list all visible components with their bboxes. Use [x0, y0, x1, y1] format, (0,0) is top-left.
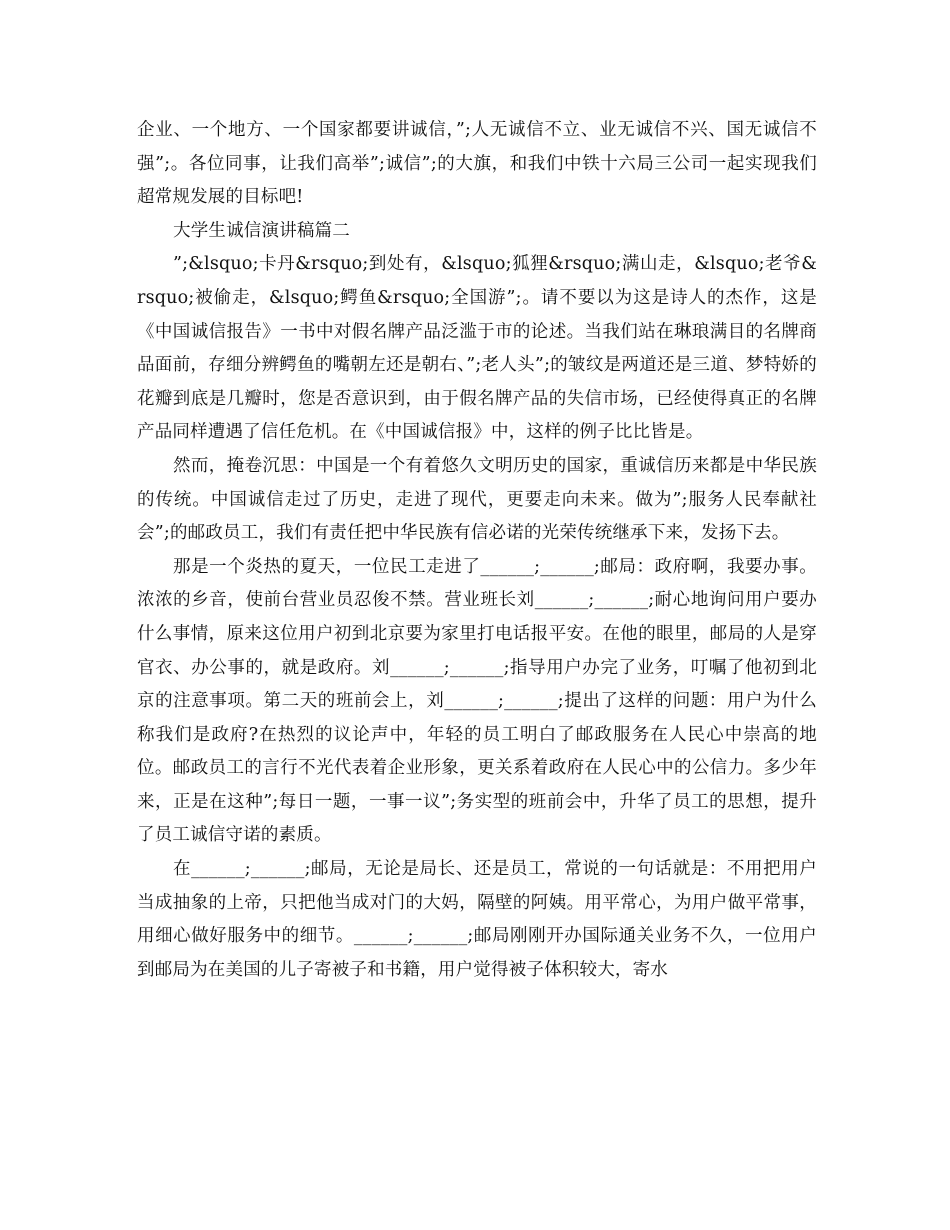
paragraph: ”;&lsquo;卡丹&rsquo;到处有，&lsquo;狐狸&rsquo;满山走，&lsquo;老爷&rsquo;被偷走，&lsquo;鳄鱼&rsquo;全国游”;。请不要以为这是诗人的杰作，这是《中国诚信报告》一书中对假名牌产品泛滥于市的论述。当我们站在琳琅满目的名牌商品面前，存细分辨鳄鱼的嘴朝左还是朝右、”;老人头”;的皱纹是两道还是三道、梦特娇的花瓣到底是几瓣时，您是否意识到，由于假名牌产品的失信市场，已经使得真正的名牌产品同样遭遇了信任危机。在《中国诚信报》中，这样的例子比比皆是。 [137, 254, 817, 443]
paragraph: 然而，掩卷沉思：中国是一个有着悠久文明历史的国家，重诚信历来都是中华民族的传统。中国诚信走过了历史，走进了现代，更要走向未来。做为”;服务人民奉献社会”;的邮政员工，我们有责任把中华民族有信必诺的光荣传统继承下来，发扬下去。 [137, 455, 817, 544]
paragraph: 在______;______;邮局，无论是局长、还是员工，常说的一句话就是：不用把用户当成抽象的上帝，只把他当成对门的大妈，隔壁的阿姨。用平常心，为用户做平常事，用细心做好服务中的细节。______;______;邮局刚刚开办国际通关业务不久，一位用户到邮局为在美国的儿子寄被子和书籍，用户觉得被子体积较大，寄水 [137, 859, 817, 980]
paragraph-closing: 企业、一个地方、一个国家都要讲诚信，”;人无诚信不立、业无诚信不兴、国无诚信不强”;。各位同事，让我们高举”;诚信”;的大旗，和我们中铁十六局三公司一起实现我们超常规发展的目标吧! [137, 120, 817, 208]
document-body [137, 114, 817, 987]
section-heading: 大学生诚信演讲稿篇二 [173, 220, 350, 241]
paragraph: 那是一个炎热的夏天，一位民工走进了______;______;邮局：政府啊，我要办事。浓浓的乡音，使前台营业员忍俊不禁。营业班长刘______;______;耐心地询问用户要办什么事情，原来这位用户初到北京要为家里打电话报平安。在他的眼里，邮局的人是穿官衣、办公事的，就是政府。刘______;______;指导用户办完了业务，叮嘱了他初到北京的注意事项。第二天的班前会上，刘______;______;提出了这样的问题：用户为什么称我们是政府?在热烈的议论声中，年轻的员工明白了邮政服务在人民心中崇高的地位。邮政员工的言行不光代表着企业形象，更关系着政府在人民心中的公信力。多少年来，正是在这种”;每日一题，一事一议”;务实型的班前会中，升华了员工的思想，提升了员工诚信守诺的素质。 [137, 556, 817, 846]
